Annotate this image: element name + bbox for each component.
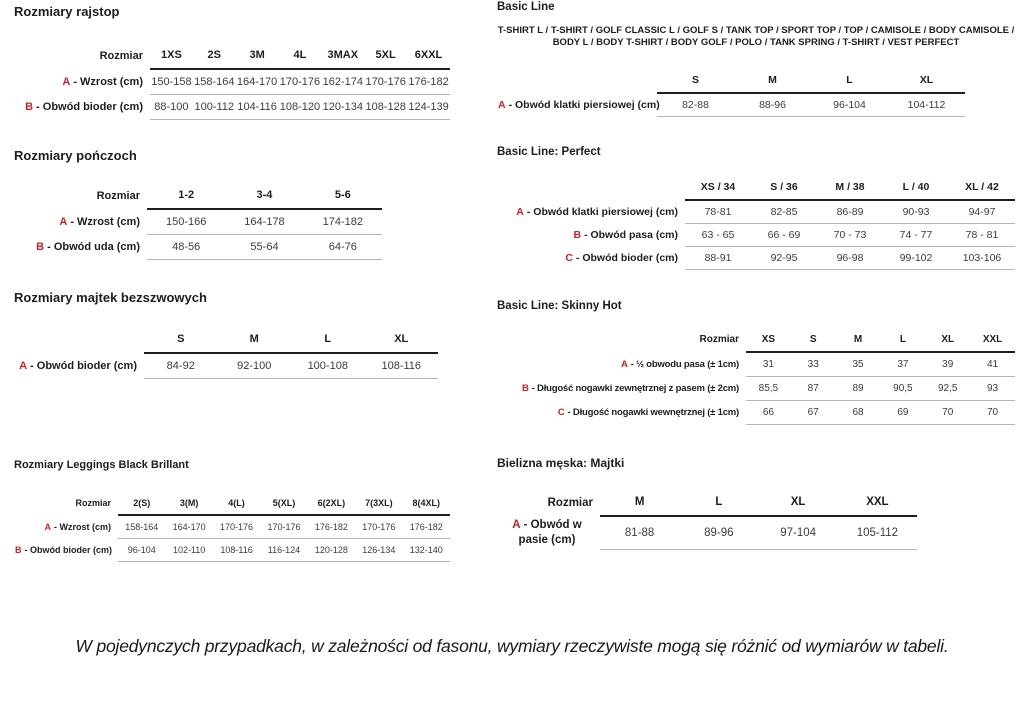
measurement-value: 92,5 (925, 377, 970, 401)
size-column-header: XXL (970, 330, 1015, 352)
size-table-basic-line (497, 71, 965, 117)
measurement-value: 88-100 (150, 95, 193, 120)
size-corner-label: Rozmiar (699, 334, 739, 345)
measurement-value: 70 - 73 (817, 224, 883, 247)
size-header-row (497, 492, 917, 516)
size-column-header: 3-4 (225, 185, 303, 209)
section-rozmiary-leggings (14, 459, 450, 562)
measurement-label-text: - Obwód bioder (cm) (36, 101, 143, 113)
measurement-letter: A (512, 518, 521, 531)
measurement-value: 35 (836, 352, 881, 377)
measurement-value: 96-98 (817, 247, 883, 270)
measurement-letter: A (59, 215, 68, 228)
measurement-value: 92-100 (218, 353, 292, 379)
size-column-header: 3MAX (321, 45, 364, 69)
measurement-value: 90,5 (880, 377, 925, 401)
measurement-letter: A (516, 205, 524, 218)
section-basic-line (497, 1, 1015, 117)
section-title: Rozmiary rajstop (14, 4, 120, 19)
measurement-label-text: - Długość nogawki zewnętrznej z pasem (± 2cm) (531, 383, 739, 394)
measurement-value: 132-140 (403, 539, 450, 562)
measurement-row (497, 247, 1015, 270)
measurement-value: 108-116 (365, 353, 439, 379)
measurement-value: 89 (836, 377, 881, 401)
measurement-letter: A (19, 359, 28, 372)
measurement-value: 100-112 (193, 95, 236, 120)
size-header-row (497, 71, 965, 93)
measurement-label (14, 95, 150, 120)
size-column-header: L / 40 (883, 178, 949, 200)
measurement-value: 74 - 77 (883, 224, 949, 247)
measurement-row (497, 224, 1015, 247)
measurement-row (497, 93, 965, 117)
size-column-header: XL (365, 329, 439, 353)
measurement-value: 88-91 (685, 247, 751, 270)
size-column-header: L (291, 329, 365, 353)
size-column-header: XS / 34 (685, 178, 751, 200)
size-header-row (497, 178, 1015, 200)
measurement-value: 162-174 (321, 69, 364, 95)
size-column-header: 4(L) (213, 494, 260, 515)
measurement-value: 164-170 (165, 515, 212, 539)
measurement-value: 64-76 (304, 235, 382, 260)
measurement-value: 41 (970, 352, 1015, 377)
size-column-header: XL (925, 330, 970, 352)
measurement-value: 55-64 (225, 235, 303, 260)
measurement-label (497, 352, 746, 377)
measurement-value: 93 (970, 377, 1015, 401)
measurement-value: 86-89 (817, 200, 883, 224)
size-header-row (14, 185, 382, 209)
size-column-header: 2S (193, 45, 236, 69)
product-list: T-SHIRT L / T-SHIRT / GOLF CLASSIC L / GOLF S / TANK TOP / SPORT TOP / TOP / CAMISOLE / BODY CAMISOLE / BODY L / BODY T-SHIRT / BODY GOLF / POLO / TANK SPRING / T-SHIRT / VEST PERFECT (497, 25, 1015, 48)
measurement-label-text: - Wzrost (cm) (54, 521, 111, 532)
size-column-header: 5XL (364, 45, 407, 69)
measurement-value: 170-176 (213, 515, 260, 539)
measurement-value: 100-108 (291, 353, 365, 379)
measurement-value: 120-128 (308, 539, 355, 562)
measurement-letter: B (15, 545, 22, 555)
measurement-value: 164-170 (236, 69, 279, 95)
size-corner-label: Rozmiar (547, 496, 593, 509)
measurement-value: 94-97 (949, 200, 1015, 224)
measurement-value: 70 (970, 401, 1015, 425)
size-table-leggings (14, 494, 450, 562)
measurement-row (497, 401, 1015, 425)
size-column-header: 4L (279, 45, 322, 69)
measurement-value: 90-93 (883, 200, 949, 224)
size-column-header: L (811, 71, 888, 93)
measurement-value: 170-176 (364, 69, 407, 95)
measurement-value: 170-176 (355, 515, 402, 539)
measurement-label (14, 69, 150, 95)
size-corner-label: Rozmiar (75, 498, 111, 508)
size-column-header: L (679, 492, 758, 516)
size-corner-label: Rozmiar (99, 49, 143, 62)
size-column-header: M (218, 329, 292, 353)
size-column-header: 1XS (150, 45, 193, 69)
measurement-row (14, 515, 450, 539)
measurement-value: 70 (925, 401, 970, 425)
measurement-row (14, 353, 438, 379)
measurement-row (497, 352, 1015, 377)
measurement-value: 124-139 (407, 95, 450, 120)
size-corner-label: Rozmiar (96, 189, 140, 202)
size-column-header: 5-6 (304, 185, 382, 209)
measurement-value: 108-128 (364, 95, 407, 120)
measurement-label-text: - Wzrost (cm) (73, 75, 143, 88)
measurement-label (497, 93, 660, 117)
measurement-letter: A (498, 98, 506, 111)
measurement-value: 48-56 (147, 235, 225, 260)
size-column-header: 1-2 (147, 185, 225, 209)
measurement-letter: B (25, 101, 34, 113)
measurement-value: 102-110 (165, 539, 212, 562)
measurement-label (497, 247, 685, 270)
size-header-row (497, 330, 1015, 352)
measurement-label (497, 401, 746, 425)
measurement-value: 96-104 (118, 539, 165, 562)
size-column-header: 3(M) (165, 494, 212, 515)
measurement-value: 158-164 (118, 515, 165, 539)
measurement-value: 92-95 (751, 247, 817, 270)
measurement-value: 88-96 (734, 93, 811, 117)
measurement-letter: C (565, 252, 573, 264)
measurement-value: 176-182 (403, 515, 450, 539)
section-basic-line-perfect (497, 146, 1015, 270)
section-title: Rozmiary majtek bezszwowych (14, 290, 207, 305)
measurement-value: 176-182 (407, 69, 450, 95)
size-column-header: 6XXL (407, 45, 450, 69)
measurement-label-text: - Obwód bioder (cm) (575, 252, 678, 264)
measurement-value: 82-88 (657, 93, 734, 117)
measurement-label (14, 353, 144, 379)
measurement-value: 170-176 (260, 515, 307, 539)
measurement-value: 97-104 (759, 516, 838, 550)
measurement-value: 67 (791, 401, 836, 425)
size-column-header: S (791, 330, 836, 352)
measurement-label-text: - Obwód w pasie (cm) (518, 518, 582, 546)
measurement-label (497, 224, 685, 247)
size-column-header: 6(2XL) (308, 494, 355, 515)
size-column-header: 8(4XL) (403, 494, 450, 515)
size-column-header: M / 38 (817, 178, 883, 200)
size-column-header: M (836, 330, 881, 352)
measurement-value: 164-178 (225, 209, 303, 235)
measurement-label-text: - Obwód pasa (cm) (584, 229, 678, 241)
measurement-label-text: - Długość nogawki wewnętrznej (± 1cm) (567, 407, 739, 418)
measurement-value: 126-134 (355, 539, 402, 562)
size-column-header: S (657, 71, 734, 93)
section-basic-line-skinny-hot (497, 300, 1015, 425)
measurement-value: 63 - 65 (685, 224, 751, 247)
measurement-label-text: - Obwód klatki piersiowej (cm) (508, 98, 660, 111)
measurement-value: 78 - 81 (949, 224, 1015, 247)
size-column-header: M (600, 492, 679, 516)
measurement-value: 78-81 (685, 200, 751, 224)
measurement-value: 66 (746, 401, 791, 425)
size-table-perfect (497, 178, 1015, 270)
measurement-letter: B (521, 383, 529, 394)
size-table-skinny-hot (497, 330, 1015, 425)
measurement-letter: B (573, 229, 582, 241)
size-corner-label (14, 329, 144, 353)
section-title: Bielizna męska: Majtki (497, 456, 625, 470)
section-rozmiary-ponczoch (14, 148, 382, 260)
measurement-value: 158-164 (193, 69, 236, 95)
measurement-value: 89-96 (679, 516, 758, 550)
measurement-value: 176-182 (308, 515, 355, 539)
disclaimer-note: W pojedynczych przypadkach, w zależności od fasonu, wymiary rzeczywiste mogą się różnić od wymiarów w tabeli. (75, 635, 949, 656)
size-column-header: XL (759, 492, 838, 516)
section-bielizna-meska-majtki (497, 456, 917, 550)
measurement-letter: A (621, 358, 628, 370)
size-column-header: XS (746, 330, 791, 352)
size-column-header: XL (888, 71, 965, 93)
measurement-value: 81-88 (600, 516, 679, 550)
measurement-label-text: - Obwód bioder (cm) (24, 545, 112, 555)
measurement-label-text: - Wzrost (cm) (70, 215, 140, 228)
measurement-row (14, 235, 382, 260)
size-column-header: S / 36 (751, 178, 817, 200)
section-title: Basic Line: Skinny Hot (497, 300, 622, 312)
measurement-value: 99-102 (883, 247, 949, 270)
measurement-value: 108-116 (213, 539, 260, 562)
size-column-header: XXL (838, 492, 917, 516)
measurement-value: 120-134 (321, 95, 364, 120)
measurement-label-text: - ½ obwodu pasa (± 1cm) (630, 358, 739, 370)
measurement-row (14, 95, 450, 120)
size-column-header: 3M (236, 45, 279, 69)
measurement-label-text: - Obwód bioder (cm) (30, 359, 137, 372)
measurement-value: 150-166 (147, 209, 225, 235)
measurement-value: 104-116 (236, 95, 279, 120)
measurement-row (497, 377, 1015, 401)
measurement-label (14, 209, 147, 235)
measurement-label (14, 515, 118, 539)
size-column-header: 5(XL) (260, 494, 307, 515)
size-column-header: 2(S) (118, 494, 165, 515)
size-column-header: L (880, 330, 925, 352)
measurement-value: 66 - 69 (751, 224, 817, 247)
measurement-label (497, 516, 600, 550)
measurement-value: 87 (791, 377, 836, 401)
measurement-label (14, 235, 147, 260)
size-column-header: XL / 42 (949, 178, 1015, 200)
size-table-rajstopy (14, 45, 450, 120)
measurement-letter: A (62, 75, 71, 88)
measurement-row (14, 539, 450, 562)
measurement-label (497, 200, 685, 224)
measurement-value: 37 (880, 352, 925, 377)
measurement-row (14, 209, 382, 235)
measurement-value: 96-104 (811, 93, 888, 117)
measurement-row (497, 200, 1015, 224)
measurement-value: 116-124 (260, 539, 307, 562)
measurement-value: 150-158 (150, 69, 193, 95)
measurement-value: 108-120 (279, 95, 322, 120)
measurement-letter: C (557, 407, 565, 418)
measurement-letter: A (44, 521, 51, 532)
section-rozmiary-rajstop (14, 4, 450, 120)
measurement-row (14, 69, 450, 95)
size-header-row (14, 329, 438, 353)
size-header-row (14, 45, 450, 69)
size-corner-label (497, 71, 657, 93)
measurement-label (14, 539, 118, 562)
section-rozmiary-majtek-bezszwowych (14, 290, 438, 379)
measurement-value: 170-176 (279, 69, 322, 95)
size-table-majtki-meskie (497, 492, 917, 550)
section-title: Rozmiary Leggings Black Brillant (14, 459, 189, 471)
measurement-value: 174-182 (304, 209, 382, 235)
measurement-letter: B (36, 241, 45, 253)
measurement-label-text: - Obwód uda (cm) (47, 241, 140, 253)
measurement-row (497, 516, 917, 550)
measurement-label (497, 377, 746, 401)
measurement-value: 31 (746, 352, 791, 377)
measurement-value: 68 (836, 401, 881, 425)
size-column-header: M (734, 71, 811, 93)
measurement-value: 105-112 (838, 516, 917, 550)
section-title: Basic Line: Perfect (497, 146, 601, 158)
size-column-header: S (144, 329, 218, 353)
measurement-value: 85,5 (746, 377, 791, 401)
size-table-majtki-bezszwowe (14, 329, 438, 379)
measurement-value: 39 (925, 352, 970, 377)
measurement-value: 82-85 (751, 200, 817, 224)
measurement-value: 69 (880, 401, 925, 425)
size-table-ponczochy (14, 185, 382, 260)
measurement-value: 103-106 (949, 247, 1015, 270)
size-header-row (14, 494, 450, 515)
measurement-value: 104-112 (888, 93, 965, 117)
size-corner-label (497, 178, 685, 200)
measurement-label-text: - Obwód klatki piersiowej (cm) (526, 205, 678, 218)
size-column-header: 7(3XL) (355, 494, 402, 515)
section-title: Rozmiary pończoch (14, 148, 137, 163)
measurement-value: 84-92 (144, 353, 218, 379)
measurement-value: 33 (791, 352, 836, 377)
section-title: Basic Line (497, 1, 555, 13)
